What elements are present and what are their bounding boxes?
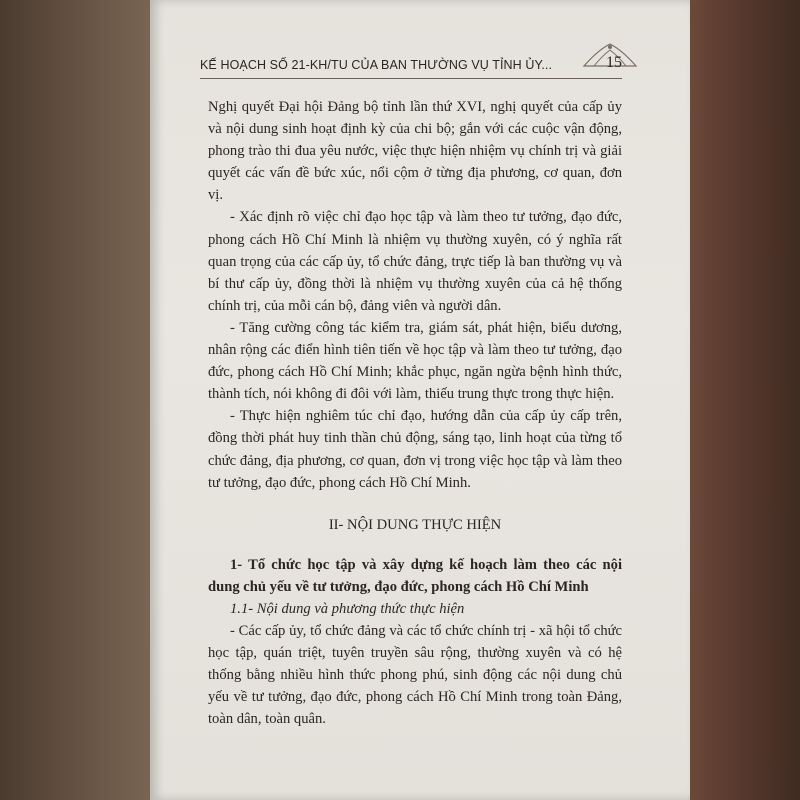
- page-number: 15: [606, 54, 622, 71]
- paragraph: - Xác định rõ việc chỉ đạo học tập và làm theo tư tưởng, đạo đức, phong cách Hồ Chí Minh là nhiệm vụ thường xuyên, có ý nghĩa rất quan trọng của các cấp ủy, tổ chức đảng, trực tiếp là ban thường vụ và bí thư cấp ủy, đồng thời là nhiệm vụ thường xuyên của cả hệ thống chính trị, của mỗi cán bộ, đảng viên và người dân.: [208, 209, 622, 314]
- subsection-title: 1- Tổ chức học tập và xây dựng kế hoạch làm theo các nội dung chủ yếu về tư tưởng, đạo đức, phong cách Hồ Chí Minh: [208, 556, 622, 595]
- section-title: II- NỘI DUNG THỰC HIỆN: [328, 516, 502, 533]
- paragraph: Nghị quyết Đại hội Đảng bộ tỉnh lần thứ XVI, nghị quyết của cấp ủy và nội dung sinh hoạt định kỳ của chi bộ; gắn với các cuộc vận động, phong trào thi đua yêu nước, việc thực hiện nhiệm vụ chính trị và giải quyết các vấn đề bức xúc, nổi cộm ở từng địa phương, cơ quan, đơn vị.: [208, 99, 622, 204]
- running-header-title: KẾ HOẠCH SỐ 21-KH/TU CỦA BAN THƯỜNG VỤ TỈNH ỦY...: [200, 58, 553, 72]
- paragraph: - Thực hiện nghiêm túc chỉ đạo, hướng dẫn của cấp ủy cấp trên, đồng thời phát huy tinh thần chủ động, sáng tạo, linh hoạt của từng tổ chức đảng, địa phương, cơ quan, đơn vị trong việc học tập và làm theo tư tưởng, đạo đức, phong cách Hồ Chí Minh.: [208, 408, 622, 491]
- paragraph: - Tăng cường công tác kiểm tra, giám sát, phát hiện, biểu dương, nhân rộng các điển hình tiên tiến về học tập và làm theo tư tưởng, đạo đức, phong cách Hồ Chí Minh; khắc phục, ngăn ngừa bệnh hình thức, thành tích, nói không đi đôi với làm, thiếu trung thực trong thực hiện.: [208, 319, 622, 403]
- book-cover: [688, 0, 800, 800]
- subsubsection-title: 1.1- Nội dung và phương thức thực hiện: [230, 600, 465, 617]
- book-spine: [0, 0, 155, 800]
- paragraph: - Các cấp ủy, tổ chức đảng và các tổ chức chính trị - xã hội tổ chức học tập, quán triệt, tuyên truyền sâu rộng, thường xuyên và có hệ thống bằng nhiều hình thức phong phú, sinh động các nội dung chủ yếu về tư tưởng, đạo đức, phong cách Hồ Chí Minh trong toàn Đảng, toàn dân, toàn quân.: [208, 623, 622, 728]
- page-content: [208, 96, 622, 731]
- book-page: [150, 0, 690, 800]
- running-header: [200, 54, 622, 79]
